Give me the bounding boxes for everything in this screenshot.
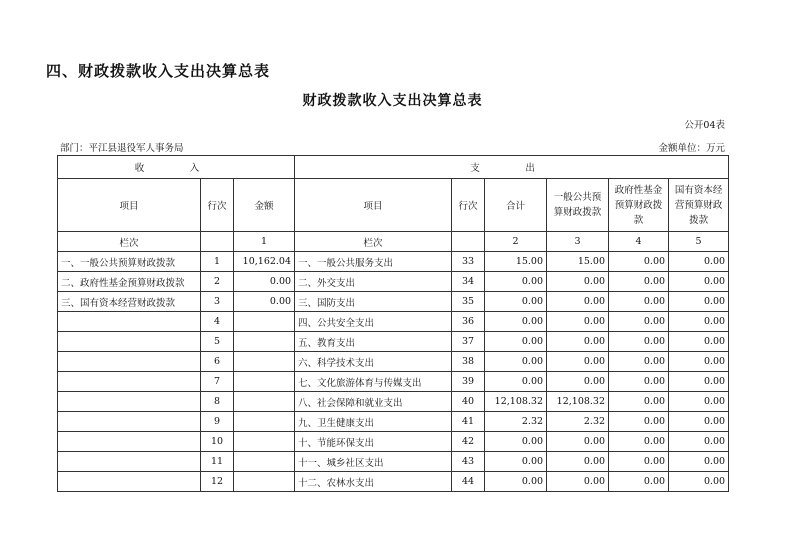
general-budget-cell: 0.00: [547, 472, 609, 492]
income-amount-cell: [234, 332, 295, 352]
col-header-item: 项目: [58, 179, 201, 232]
general-budget-cell: 0.00: [547, 372, 609, 392]
expense-item-cell: 二、外交支出: [295, 272, 452, 292]
table-row: [58, 472, 729, 492]
income-amount-cell: 10,162.04: [234, 252, 295, 272]
gov-fund-cell: 0.00: [609, 452, 669, 472]
income-amount-cell: [234, 432, 295, 452]
general-budget-cell: 0.00: [547, 352, 609, 372]
general-budget-cell: 15.00: [547, 252, 609, 272]
gov-fund-cell: 0.00: [609, 332, 669, 352]
col-header-general-budget: 一般公共预算财政拨款: [547, 179, 609, 232]
col-header-exp-item: 项目: [295, 179, 452, 232]
expense-item-cell: 七、文化旅游体育与传媒支出: [295, 372, 452, 392]
expense-line-cell: 42: [452, 432, 485, 452]
expense-line-cell: 38: [452, 352, 485, 372]
col-header-amount: 金额: [234, 179, 295, 232]
total-cell: 0.00: [485, 352, 547, 372]
state-capital-cell: 0.00: [669, 392, 729, 412]
income-item-cell: 三、国有资本经营财政拨款: [58, 292, 201, 312]
income-line-cell: 2: [201, 272, 234, 292]
general-budget-cell: 0.00: [547, 292, 609, 312]
income-amount-cell: [234, 372, 295, 392]
expense-line-cell: 40: [452, 392, 485, 412]
state-capital-cell: 0.00: [669, 352, 729, 372]
income-line-cell: 10: [201, 432, 234, 452]
empty-cell: [452, 232, 485, 252]
income-item-cell: [58, 372, 201, 392]
col-header-exp-line-no: 行次: [452, 179, 485, 232]
expense-item-cell: 六、科学技术支出: [295, 352, 452, 372]
expense-item-cell: 十、节能环保支出: [295, 432, 452, 452]
expense-item-cell: 三、国防支出: [295, 292, 452, 312]
income-amount-cell: [234, 352, 295, 372]
income-line-cell: 3: [201, 292, 234, 312]
gov-fund-cell: 0.00: [609, 412, 669, 432]
income-section-header: 收 入: [58, 156, 295, 179]
income-item-cell: [58, 472, 201, 492]
general-budget-cell: 0.00: [547, 332, 609, 352]
column-index-label: 栏次: [58, 232, 201, 252]
table-row: [58, 372, 729, 392]
total-cell: 2.32: [485, 412, 547, 432]
table-row: [58, 412, 729, 432]
column-index-total: 2: [485, 232, 547, 252]
expense-line-cell: 41: [452, 412, 485, 432]
table-row: [58, 352, 729, 372]
header-row-sections: [58, 156, 729, 179]
income-amount-cell: 0.00: [234, 272, 295, 292]
table-row: [58, 292, 729, 312]
table-row: [58, 312, 729, 332]
state-capital-cell: 0.00: [669, 452, 729, 472]
income-item-cell: [58, 392, 201, 412]
total-cell: 0.00: [485, 272, 547, 292]
general-budget-cell: 0.00: [547, 432, 609, 452]
expense-item-cell: 十一、城乡社区支出: [295, 452, 452, 472]
general-budget-cell: 2.32: [547, 412, 609, 432]
income-amount-cell: [234, 452, 295, 472]
document-title: 财政拨款收入支出决算总表: [302, 93, 483, 109]
income-amount-cell: [234, 312, 295, 332]
general-budget-cell: 0.00: [547, 272, 609, 292]
income-line-cell: 9: [201, 412, 234, 432]
income-line-cell: 4: [201, 312, 234, 332]
state-capital-cell: 0.00: [669, 292, 729, 312]
state-capital-cell: 0.00: [669, 272, 729, 292]
income-line-cell: 8: [201, 392, 234, 412]
table-row: [58, 272, 729, 292]
column-index-general: 3: [547, 232, 609, 252]
gov-fund-cell: 0.00: [609, 392, 669, 412]
expense-line-cell: 39: [452, 372, 485, 392]
expense-line-cell: 35: [452, 292, 485, 312]
gov-fund-cell: 0.00: [609, 252, 669, 272]
income-line-cell: 5: [201, 332, 234, 352]
state-capital-cell: 0.00: [669, 412, 729, 432]
gov-fund-cell: 0.00: [609, 372, 669, 392]
form-code: 公开04表: [684, 120, 725, 131]
income-line-cell: 1: [201, 252, 234, 272]
total-cell: 0.00: [485, 452, 547, 472]
total-cell: 0.00: [485, 432, 547, 452]
income-item-cell: [58, 412, 201, 432]
state-capital-cell: 0.00: [669, 312, 729, 332]
income-item-cell: 一、一般公共预算财政拨款: [58, 252, 201, 272]
table-row: [58, 452, 729, 472]
table-row: [58, 252, 729, 272]
col-header-line-no: 行次: [201, 179, 234, 232]
gov-fund-cell: 0.00: [609, 312, 669, 332]
income-amount-cell: 0.00: [234, 292, 295, 312]
col-header-state-capital: 国有资本经营预算财政拨款: [669, 179, 729, 232]
expense-item-cell: 四、公共安全支出: [295, 312, 452, 332]
expense-line-cell: 43: [452, 452, 485, 472]
income-line-cell: 7: [201, 372, 234, 392]
gov-fund-cell: 0.00: [609, 292, 669, 312]
gov-fund-cell: 0.00: [609, 352, 669, 372]
state-capital-cell: 0.00: [669, 252, 729, 272]
expense-line-cell: 33: [452, 252, 485, 272]
total-cell: 0.00: [485, 292, 547, 312]
income-line-cell: 12: [201, 472, 234, 492]
column-index-row: [58, 232, 729, 252]
income-amount-cell: [234, 412, 295, 432]
expense-item-cell: 十二、农林水支出: [295, 472, 452, 492]
report-table: [57, 155, 729, 492]
total-cell: 0.00: [485, 472, 547, 492]
total-cell: 12,108.32: [485, 392, 547, 412]
income-item-cell: [58, 332, 201, 352]
gov-fund-cell: 0.00: [609, 432, 669, 452]
income-line-cell: 11: [201, 452, 234, 472]
general-budget-cell: 12,108.32: [547, 392, 609, 412]
total-cell: 0.00: [485, 312, 547, 332]
income-amount-cell: [234, 472, 295, 492]
column-index-amount: 1: [234, 232, 295, 252]
expense-item-cell: 九、卫生健康支出: [295, 412, 452, 432]
expense-item-cell: 八、社会保障和就业支出: [295, 392, 452, 412]
expense-item-cell: 一、一般公共服务支出: [295, 252, 452, 272]
column-index-gov-fund: 4: [609, 232, 669, 252]
table-row: [58, 332, 729, 352]
state-capital-cell: 0.00: [669, 372, 729, 392]
empty-cell: [201, 232, 234, 252]
section-heading: 四、财政拨款收入支出决算总表: [46, 62, 271, 80]
state-capital-cell: 0.00: [669, 472, 729, 492]
column-index-state-capital: 5: [669, 232, 729, 252]
expense-section-header: 支 出: [295, 156, 729, 179]
table-row: [58, 392, 729, 412]
state-capital-cell: 0.00: [669, 332, 729, 352]
gov-fund-cell: 0.00: [609, 272, 669, 292]
total-cell: 15.00: [485, 252, 547, 272]
income-item-cell: [58, 352, 201, 372]
department-label: 部门：平江县退役军人事务局: [60, 143, 184, 154]
expense-line-cell: 36: [452, 312, 485, 332]
amount-unit-label: 金额单位：万元: [658, 143, 725, 154]
expense-line-cell: 44: [452, 472, 485, 492]
income-item-cell: 二、政府性基金预算财政拨款: [58, 272, 201, 292]
state-capital-cell: 0.00: [669, 432, 729, 452]
total-cell: 0.00: [485, 332, 547, 352]
general-budget-cell: 0.00: [547, 312, 609, 332]
expense-line-cell: 37: [452, 332, 485, 352]
header-row-columns: [58, 179, 729, 232]
income-item-cell: [58, 432, 201, 452]
expense-line-cell: 34: [452, 272, 485, 292]
col-header-total: 合计: [485, 179, 547, 232]
income-line-cell: 6: [201, 352, 234, 372]
income-item-cell: [58, 312, 201, 332]
income-item-cell: [58, 452, 201, 472]
gov-fund-cell: 0.00: [609, 472, 669, 492]
general-budget-cell: 0.00: [547, 452, 609, 472]
column-index-label: 栏次: [295, 232, 452, 252]
expense-item-cell: 五、教育支出: [295, 332, 452, 352]
total-cell: 0.00: [485, 372, 547, 392]
income-amount-cell: [234, 392, 295, 412]
col-header-gov-fund: 政府性基金预算财政拨款: [609, 179, 669, 232]
table-row: [58, 432, 729, 452]
